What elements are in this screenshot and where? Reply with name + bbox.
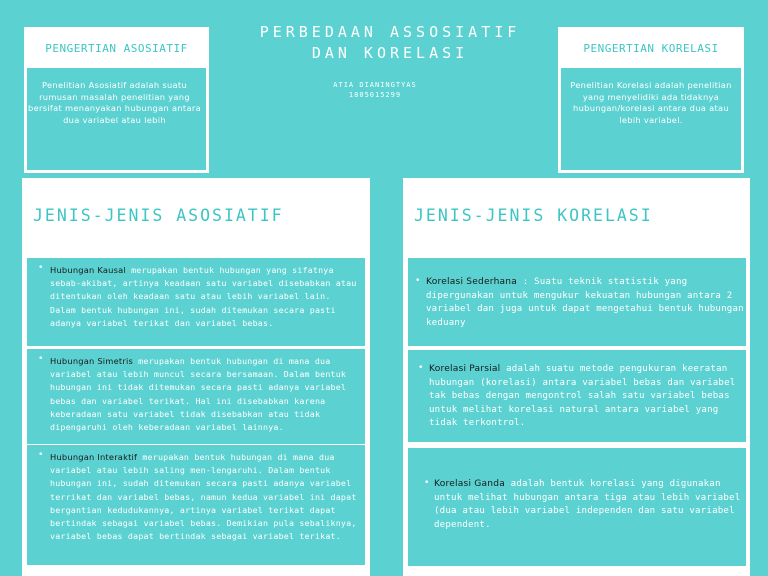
asosiatif-item-description: merupakan bentuk hubungan di mana dua variabel atau lebih saling men-lengaruhi. Dalam bentuk hubungan ini, sudah ditemukan secara pasti adanya variabel terrikat dan variabel bebas, namun kedua variabel ini dapat bergantian kedudukannya, artinya variabel terikat dapat bertindak sebagai variabel bebas. Demikian pula sebaliknya, variabel bebas dapat bertindak sebagai variabel terikat.	[50, 452, 357, 542]
korelasi-item-text	[426, 276, 744, 330]
asosiatif-item-keyword: Hubungan Interaktif	[50, 452, 138, 462]
korelasi-item-sederhana	[408, 258, 746, 346]
bullet-icon: •	[418, 363, 424, 373]
korelasi-item-keyword: Korelasi Parsial	[429, 364, 501, 374]
definition-korelasi-card	[558, 27, 744, 173]
asosiatif-item-text	[50, 355, 360, 434]
korelasi-types-heading: JENIS-JENIS KORELASI	[414, 206, 653, 225]
korelasi-item-text	[429, 363, 745, 431]
korelasi-item-description: : Suatu teknik statistik yang dipergunakan untuk mengukur kekuatan hubungan antara 2 variabel dan juga untuk dapat mengetahui bentuk hubungan keduany	[426, 277, 744, 328]
asosiatif-item-description: merupakan bentuk hubungan yang sifatnya sebab-akibat, artinya keadaan satu variabel disebabkan atau ditentukan oleh keadaan satu atau lebih variabel lain. Dalam bentuk hubungan ini, sudah ditemukan secara pasti adanya variabel terikat dan variabel bebas.	[50, 265, 357, 328]
definition-korelasi-text: Penelitian Korelasi adalah penelitian yang menyelidiki ada tidaknya hubungan/korelasi antara dua atau lebih variabel.	[570, 80, 732, 125]
korelasi-item-ganda	[408, 448, 746, 566]
bullet-icon: •	[38, 263, 44, 273]
definition-asosiatif-card	[24, 27, 209, 173]
bullet-icon: •	[38, 450, 44, 460]
korelasi-types-panel	[403, 178, 750, 576]
asosiatif-types-panel	[22, 178, 370, 576]
asosiatif-item-description: merupakan bentuk hubungan di mana dua variabel atau lebih muncul secara bersamaan. Dalam bentuk hubungan ini tidak ditemukan secara pasti adanya variabel bebas dan variabel terikat. Hal ini disebabkan karena keberadaan satu variabel tidak disebabkan atau tidak dipengaruhi oleh keberadaan variabel lainnya.	[50, 356, 347, 433]
page-title-line-2: DAN KORELASI	[311, 44, 469, 62]
bullet-icon: •	[424, 478, 430, 488]
definition-asosiatif-text: Penelitian Asosiatif adalah suatu rumusan masalah penelitian yang bersifat menanyakan hubungan antara dua variabel atau lebih	[28, 80, 201, 125]
page-title	[235, 22, 545, 64]
asosiatif-item-text	[50, 264, 360, 330]
page-title-line-1: PERBEDAAN ASSOSIATIF	[259, 23, 521, 41]
korelasi-item-text	[434, 478, 744, 532]
definition-korelasi-heading: PENGERTIAN KORELASI	[561, 30, 741, 68]
asosiatif-types-heading: JENIS-JENIS ASOSIATIF	[33, 206, 284, 225]
definition-asosiatif-heading: PENGERTIAN ASOSIATIF	[27, 30, 206, 68]
korelasi-item-description: adalah suatu metode pengukuran keeratan hubungan (korelasi) antara variabel bebas dan variabel tak bebas dengan mengontrol salah satu variabel bebas untuk melihat korelasi natural antara variabel yang tidak terkontrol.	[429, 364, 736, 429]
author-name: ATIA DIANINGTYAS	[333, 81, 417, 89]
author-info	[300, 80, 450, 100]
author-id: 1805015299	[348, 91, 402, 99]
korelasi-item-description: adalah bentuk korelasi yang digunakan untuk melihat hubungan antara tiga atau lebih variabel (dua atau lebih variabel independen dan satu variabel dependent.	[434, 479, 741, 530]
asosiatif-item-text	[50, 451, 360, 543]
bullet-icon: •	[38, 354, 44, 364]
bullet-icon: •	[415, 276, 421, 286]
asosiatif-item-keyword: Hubungan Kausal	[50, 265, 126, 275]
asosiatif-item-kausal	[27, 258, 365, 346]
asosiatif-item-interaktif	[27, 445, 365, 565]
asosiatif-item-simetris	[27, 349, 365, 444]
korelasi-item-keyword: Korelasi Ganda	[434, 479, 505, 489]
asosiatif-item-keyword: Hubungan Simetris	[50, 356, 133, 366]
korelasi-item-keyword: Korelasi Sederhana	[426, 277, 518, 287]
korelasi-item-parsial	[408, 350, 746, 442]
